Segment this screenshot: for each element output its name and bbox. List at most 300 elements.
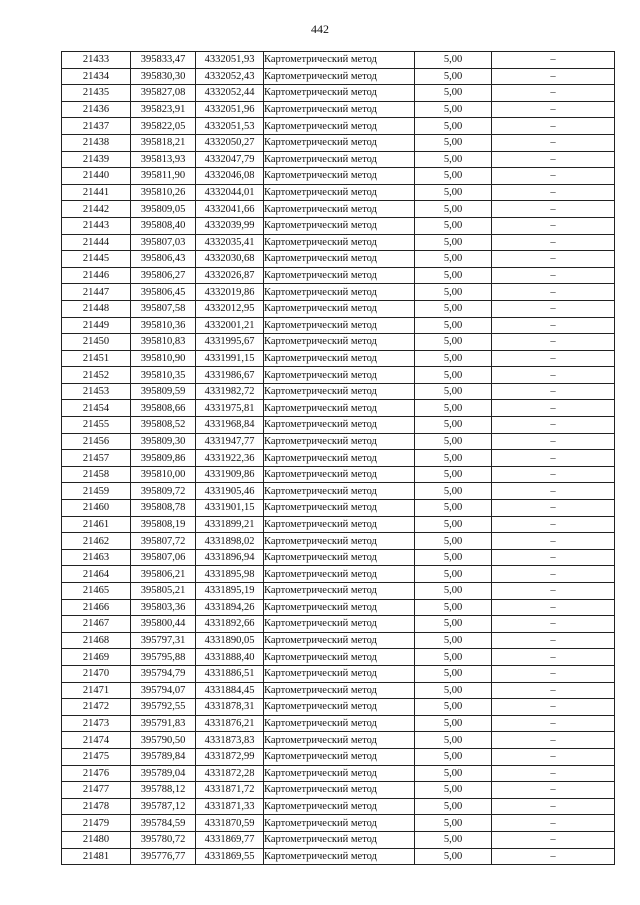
- method-cell: Картометрический метод: [264, 400, 415, 417]
- note-cell: –: [492, 300, 615, 317]
- method-cell: Картометрический метод: [264, 616, 415, 633]
- x-coordinate-cell: 395776,77: [131, 848, 196, 865]
- note-cell: –: [492, 234, 615, 251]
- point-number-cell: 21465: [62, 583, 131, 600]
- method-cell: Картометрический метод: [264, 350, 415, 367]
- method-cell: Картометрический метод: [264, 450, 415, 467]
- x-coordinate-cell: 395827,08: [131, 85, 196, 102]
- y-coordinate-cell: 4331894,26: [196, 599, 264, 616]
- note-cell: –: [492, 383, 615, 400]
- note-cell: –: [492, 284, 615, 301]
- y-coordinate-cell: 4331986,67: [196, 367, 264, 384]
- note-cell: –: [492, 699, 615, 716]
- y-coordinate-cell: 4332030,68: [196, 251, 264, 268]
- point-number-cell: 21479: [62, 815, 131, 832]
- note-cell: –: [492, 831, 615, 848]
- method-cell: Картометрический метод: [264, 516, 415, 533]
- accuracy-cell: 5,00: [415, 217, 492, 234]
- accuracy-cell: 5,00: [415, 549, 492, 566]
- y-coordinate-cell: 4331895,19: [196, 583, 264, 600]
- accuracy-cell: 5,00: [415, 616, 492, 633]
- x-coordinate-cell: 395806,21: [131, 566, 196, 583]
- point-number-cell: 21478: [62, 798, 131, 815]
- y-coordinate-cell: 4331872,99: [196, 748, 264, 765]
- table-row: [62, 583, 615, 600]
- point-number-cell: 21458: [62, 466, 131, 483]
- accuracy-cell: 5,00: [415, 300, 492, 317]
- x-coordinate-cell: 395806,27: [131, 267, 196, 284]
- accuracy-cell: 5,00: [415, 682, 492, 699]
- x-coordinate-cell: 395792,55: [131, 699, 196, 716]
- table-row: [62, 649, 615, 666]
- point-number-cell: 21470: [62, 665, 131, 682]
- accuracy-cell: 5,00: [415, 350, 492, 367]
- table-row: [62, 217, 615, 234]
- table-row: [62, 234, 615, 251]
- note-cell: –: [492, 765, 615, 782]
- table-row: [62, 118, 615, 135]
- x-coordinate-cell: 395809,05: [131, 201, 196, 218]
- table-row: [62, 350, 615, 367]
- note-cell: –: [492, 334, 615, 351]
- y-coordinate-cell: 4332041,66: [196, 201, 264, 218]
- point-number-cell: 21481: [62, 848, 131, 865]
- table-row: [62, 201, 615, 218]
- accuracy-cell: 5,00: [415, 284, 492, 301]
- table-row: [62, 533, 615, 550]
- note-cell: –: [492, 118, 615, 135]
- page-number: 442: [311, 22, 329, 36]
- y-coordinate-cell: 4331909,86: [196, 466, 264, 483]
- method-cell: Картометрический метод: [264, 732, 415, 749]
- method-cell: Картометрический метод: [264, 549, 415, 566]
- note-cell: –: [492, 417, 615, 434]
- note-cell: –: [492, 400, 615, 417]
- method-cell: Картометрический метод: [264, 417, 415, 434]
- method-cell: Картометрический метод: [264, 566, 415, 583]
- note-cell: –: [492, 52, 615, 69]
- x-coordinate-cell: 395806,43: [131, 251, 196, 268]
- x-coordinate-cell: 395810,26: [131, 184, 196, 201]
- x-coordinate-cell: 395794,79: [131, 665, 196, 682]
- y-coordinate-cell: 4331975,81: [196, 400, 264, 417]
- point-number-cell: 21474: [62, 732, 131, 749]
- accuracy-cell: 5,00: [415, 317, 492, 334]
- accuracy-cell: 5,00: [415, 383, 492, 400]
- accuracy-cell: 5,00: [415, 649, 492, 666]
- note-cell: –: [492, 184, 615, 201]
- accuracy-cell: 5,00: [415, 483, 492, 500]
- point-number-cell: 21456: [62, 433, 131, 450]
- y-coordinate-cell: 4331870,59: [196, 815, 264, 832]
- x-coordinate-cell: 395823,91: [131, 101, 196, 118]
- y-coordinate-cell: 4331898,02: [196, 533, 264, 550]
- accuracy-cell: 5,00: [415, 715, 492, 732]
- table-row: [62, 566, 615, 583]
- y-coordinate-cell: 4331886,51: [196, 665, 264, 682]
- accuracy-cell: 5,00: [415, 151, 492, 168]
- x-coordinate-cell: 395809,59: [131, 383, 196, 400]
- table-row: [62, 483, 615, 500]
- coordinates-table-body: [62, 52, 615, 865]
- note-cell: –: [492, 533, 615, 550]
- y-coordinate-cell: 4331995,67: [196, 334, 264, 351]
- table-row: [62, 284, 615, 301]
- x-coordinate-cell: 395803,36: [131, 599, 196, 616]
- y-coordinate-cell: 4331922,36: [196, 450, 264, 467]
- point-number-cell: 21452: [62, 367, 131, 384]
- table-row: [62, 400, 615, 417]
- note-cell: –: [492, 782, 615, 799]
- note-cell: –: [492, 251, 615, 268]
- point-number-cell: 21473: [62, 715, 131, 732]
- table-row: [62, 85, 615, 102]
- note-cell: –: [492, 500, 615, 517]
- y-coordinate-cell: 4331892,66: [196, 616, 264, 633]
- point-number-cell: 21449: [62, 317, 131, 334]
- note-cell: –: [492, 583, 615, 600]
- table-row: [62, 168, 615, 185]
- accuracy-cell: 5,00: [415, 732, 492, 749]
- x-coordinate-cell: 395784,59: [131, 815, 196, 832]
- point-number-cell: 21471: [62, 682, 131, 699]
- point-number-cell: 21475: [62, 748, 131, 765]
- table-row: [62, 184, 615, 201]
- y-coordinate-cell: 4332039,99: [196, 217, 264, 234]
- accuracy-cell: 5,00: [415, 168, 492, 185]
- point-number-cell: 21453: [62, 383, 131, 400]
- table-row: [62, 450, 615, 467]
- x-coordinate-cell: 395789,04: [131, 765, 196, 782]
- note-cell: –: [492, 450, 615, 467]
- table-row: [62, 715, 615, 732]
- accuracy-cell: 5,00: [415, 848, 492, 865]
- x-coordinate-cell: 395791,83: [131, 715, 196, 732]
- note-cell: –: [492, 566, 615, 583]
- y-coordinate-cell: 4331991,15: [196, 350, 264, 367]
- method-cell: Картометрический метод: [264, 101, 415, 118]
- method-cell: Картометрический метод: [264, 632, 415, 649]
- method-cell: Картометрический метод: [264, 848, 415, 865]
- note-cell: –: [492, 848, 615, 865]
- y-coordinate-cell: 4331895,98: [196, 566, 264, 583]
- y-coordinate-cell: 4331896,94: [196, 549, 264, 566]
- method-cell: Картометрический метод: [264, 217, 415, 234]
- note-cell: –: [492, 732, 615, 749]
- method-cell: Картометрический метод: [264, 134, 415, 151]
- y-coordinate-cell: 4331899,21: [196, 516, 264, 533]
- y-coordinate-cell: 4331905,46: [196, 483, 264, 500]
- point-number-cell: 21439: [62, 151, 131, 168]
- table-row: [62, 151, 615, 168]
- x-coordinate-cell: 395780,72: [131, 831, 196, 848]
- y-coordinate-cell: 4332026,87: [196, 267, 264, 284]
- x-coordinate-cell: 395789,84: [131, 748, 196, 765]
- note-cell: –: [492, 665, 615, 682]
- accuracy-cell: 5,00: [415, 533, 492, 550]
- note-cell: –: [492, 85, 615, 102]
- method-cell: Картометрический метод: [264, 831, 415, 848]
- accuracy-cell: 5,00: [415, 516, 492, 533]
- method-cell: Картометрический метод: [264, 52, 415, 69]
- point-number-cell: 21472: [62, 699, 131, 716]
- y-coordinate-cell: 4331890,05: [196, 632, 264, 649]
- method-cell: Картометрический метод: [264, 682, 415, 699]
- table-row: [62, 699, 615, 716]
- method-cell: Картометрический метод: [264, 699, 415, 716]
- method-cell: Картометрический метод: [264, 267, 415, 284]
- method-cell: Картометрический метод: [264, 433, 415, 450]
- method-cell: Картометрический метод: [264, 184, 415, 201]
- table-row: [62, 516, 615, 533]
- y-coordinate-cell: 4331872,28: [196, 765, 264, 782]
- point-number-cell: 21442: [62, 201, 131, 218]
- x-coordinate-cell: 395806,45: [131, 284, 196, 301]
- point-number-cell: 21454: [62, 400, 131, 417]
- x-coordinate-cell: 395807,03: [131, 234, 196, 251]
- note-cell: –: [492, 101, 615, 118]
- accuracy-cell: 5,00: [415, 831, 492, 848]
- x-coordinate-cell: 395810,35: [131, 367, 196, 384]
- point-number-cell: 21477: [62, 782, 131, 799]
- y-coordinate-cell: 4331869,55: [196, 848, 264, 865]
- table-row: [62, 682, 615, 699]
- table-row: [62, 632, 615, 649]
- y-coordinate-cell: 4332051,96: [196, 101, 264, 118]
- point-number-cell: 21433: [62, 52, 131, 69]
- method-cell: Картометрический метод: [264, 765, 415, 782]
- method-cell: Картометрический метод: [264, 782, 415, 799]
- point-number-cell: 21467: [62, 616, 131, 633]
- x-coordinate-cell: 395800,44: [131, 616, 196, 633]
- y-coordinate-cell: 4332019,86: [196, 284, 264, 301]
- note-cell: –: [492, 616, 615, 633]
- x-coordinate-cell: 395808,66: [131, 400, 196, 417]
- point-number-cell: 21450: [62, 334, 131, 351]
- x-coordinate-cell: 395830,30: [131, 68, 196, 85]
- x-coordinate-cell: 395833,47: [131, 52, 196, 69]
- accuracy-cell: 5,00: [415, 599, 492, 616]
- y-coordinate-cell: 4331871,72: [196, 782, 264, 799]
- accuracy-cell: 5,00: [415, 466, 492, 483]
- table-row: [62, 848, 615, 865]
- note-cell: –: [492, 433, 615, 450]
- table-row: [62, 417, 615, 434]
- table-row: [62, 433, 615, 450]
- method-cell: Картометрический метод: [264, 649, 415, 666]
- table-row: [62, 267, 615, 284]
- y-coordinate-cell: 4332001,21: [196, 317, 264, 334]
- point-number-cell: 21468: [62, 632, 131, 649]
- note-cell: –: [492, 317, 615, 334]
- note-cell: –: [492, 201, 615, 218]
- y-coordinate-cell: 4331873,83: [196, 732, 264, 749]
- accuracy-cell: 5,00: [415, 400, 492, 417]
- method-cell: Картометрический метод: [264, 383, 415, 400]
- point-number-cell: 21434: [62, 68, 131, 85]
- note-cell: –: [492, 217, 615, 234]
- point-number-cell: 21444: [62, 234, 131, 251]
- point-number-cell: 21445: [62, 251, 131, 268]
- y-coordinate-cell: 4331968,84: [196, 417, 264, 434]
- method-cell: Картометрический метод: [264, 748, 415, 765]
- y-coordinate-cell: 4332050,27: [196, 134, 264, 151]
- accuracy-cell: 5,00: [415, 632, 492, 649]
- x-coordinate-cell: 395794,07: [131, 682, 196, 699]
- x-coordinate-cell: 395810,00: [131, 466, 196, 483]
- y-coordinate-cell: 4331871,33: [196, 798, 264, 815]
- table-row: [62, 765, 615, 782]
- x-coordinate-cell: 395807,58: [131, 300, 196, 317]
- y-coordinate-cell: 4332052,44: [196, 85, 264, 102]
- accuracy-cell: 5,00: [415, 334, 492, 351]
- x-coordinate-cell: 395810,90: [131, 350, 196, 367]
- method-cell: Картометрический метод: [264, 234, 415, 251]
- table-row: [62, 748, 615, 765]
- table-row: [62, 500, 615, 517]
- table-row: [62, 549, 615, 566]
- note-cell: –: [492, 483, 615, 500]
- point-number-cell: 21440: [62, 168, 131, 185]
- point-number-cell: 21447: [62, 284, 131, 301]
- point-number-cell: 21455: [62, 417, 131, 434]
- note-cell: –: [492, 466, 615, 483]
- note-cell: –: [492, 68, 615, 85]
- point-number-cell: 21451: [62, 350, 131, 367]
- point-number-cell: 21448: [62, 300, 131, 317]
- method-cell: Картометрический метод: [264, 798, 415, 815]
- table-row: [62, 52, 615, 69]
- method-cell: Картометрический метод: [264, 300, 415, 317]
- y-coordinate-cell: 4331947,77: [196, 433, 264, 450]
- method-cell: Картометрический метод: [264, 483, 415, 500]
- accuracy-cell: 5,00: [415, 251, 492, 268]
- point-number-cell: 21457: [62, 450, 131, 467]
- x-coordinate-cell: 395810,36: [131, 317, 196, 334]
- point-number-cell: 21438: [62, 134, 131, 151]
- y-coordinate-cell: 4331878,31: [196, 699, 264, 716]
- point-number-cell: 21435: [62, 85, 131, 102]
- table-row: [62, 317, 615, 334]
- y-coordinate-cell: 4332051,53: [196, 118, 264, 135]
- note-cell: –: [492, 516, 615, 533]
- note-cell: –: [492, 649, 615, 666]
- note-cell: –: [492, 599, 615, 616]
- accuracy-cell: 5,00: [415, 782, 492, 799]
- x-coordinate-cell: 395790,50: [131, 732, 196, 749]
- x-coordinate-cell: 395808,78: [131, 500, 196, 517]
- method-cell: Картометрический метод: [264, 118, 415, 135]
- point-number-cell: 21437: [62, 118, 131, 135]
- method-cell: Картометрический метод: [264, 334, 415, 351]
- x-coordinate-cell: 395822,05: [131, 118, 196, 135]
- y-coordinate-cell: 4332035,41: [196, 234, 264, 251]
- x-coordinate-cell: 395805,21: [131, 583, 196, 600]
- method-cell: Картометрический метод: [264, 251, 415, 268]
- method-cell: Картометрический метод: [264, 533, 415, 550]
- note-cell: –: [492, 715, 615, 732]
- table-row: [62, 732, 615, 749]
- y-coordinate-cell: 4331876,21: [196, 715, 264, 732]
- method-cell: Картометрический метод: [264, 168, 415, 185]
- accuracy-cell: 5,00: [415, 798, 492, 815]
- y-coordinate-cell: 4332047,79: [196, 151, 264, 168]
- accuracy-cell: 5,00: [415, 267, 492, 284]
- x-coordinate-cell: 395788,12: [131, 782, 196, 799]
- method-cell: Картометрический метод: [264, 68, 415, 85]
- table-row: [62, 665, 615, 682]
- table-row: [62, 134, 615, 151]
- y-coordinate-cell: 4331869,77: [196, 831, 264, 848]
- note-cell: –: [492, 134, 615, 151]
- method-cell: Картометрический метод: [264, 367, 415, 384]
- point-number-cell: 21436: [62, 101, 131, 118]
- table-row: [62, 68, 615, 85]
- x-coordinate-cell: 395795,88: [131, 649, 196, 666]
- accuracy-cell: 5,00: [415, 815, 492, 832]
- method-cell: Картометрический метод: [264, 599, 415, 616]
- y-coordinate-cell: 4331901,15: [196, 500, 264, 517]
- coordinates-table: [61, 51, 615, 865]
- point-number-cell: 21459: [62, 483, 131, 500]
- x-coordinate-cell: 395809,72: [131, 483, 196, 500]
- accuracy-cell: 5,00: [415, 101, 492, 118]
- x-coordinate-cell: 395797,31: [131, 632, 196, 649]
- x-coordinate-cell: 395807,72: [131, 533, 196, 550]
- y-coordinate-cell: 4331888,40: [196, 649, 264, 666]
- y-coordinate-cell: 4332046,08: [196, 168, 264, 185]
- point-number-cell: 21464: [62, 566, 131, 583]
- note-cell: –: [492, 367, 615, 384]
- x-coordinate-cell: 395809,30: [131, 433, 196, 450]
- y-coordinate-cell: 4331884,45: [196, 682, 264, 699]
- x-coordinate-cell: 395808,40: [131, 217, 196, 234]
- y-coordinate-cell: 4332044,01: [196, 184, 264, 201]
- accuracy-cell: 5,00: [415, 52, 492, 69]
- accuracy-cell: 5,00: [415, 765, 492, 782]
- method-cell: Картометрический метод: [264, 583, 415, 600]
- y-coordinate-cell: 4332012,95: [196, 300, 264, 317]
- accuracy-cell: 5,00: [415, 201, 492, 218]
- table-row: [62, 616, 615, 633]
- method-cell: Картометрический метод: [264, 201, 415, 218]
- table-row: [62, 831, 615, 848]
- note-cell: –: [492, 267, 615, 284]
- point-number-cell: 21476: [62, 765, 131, 782]
- note-cell: –: [492, 168, 615, 185]
- method-cell: Картометрический метод: [264, 85, 415, 102]
- table-row: [62, 367, 615, 384]
- point-number-cell: 21462: [62, 533, 131, 550]
- method-cell: Картометрический метод: [264, 815, 415, 832]
- method-cell: Картометрический метод: [264, 466, 415, 483]
- point-number-cell: 21469: [62, 649, 131, 666]
- note-cell: –: [492, 748, 615, 765]
- accuracy-cell: 5,00: [415, 665, 492, 682]
- method-cell: Картометрический метод: [264, 500, 415, 517]
- accuracy-cell: 5,00: [415, 134, 492, 151]
- accuracy-cell: 5,00: [415, 500, 492, 517]
- note-cell: –: [492, 815, 615, 832]
- note-cell: –: [492, 798, 615, 815]
- method-cell: Картометрический метод: [264, 284, 415, 301]
- table-row: [62, 334, 615, 351]
- y-coordinate-cell: 4332051,93: [196, 52, 264, 69]
- note-cell: –: [492, 682, 615, 699]
- method-cell: Картометрический метод: [264, 715, 415, 732]
- table-row: [62, 251, 615, 268]
- accuracy-cell: 5,00: [415, 184, 492, 201]
